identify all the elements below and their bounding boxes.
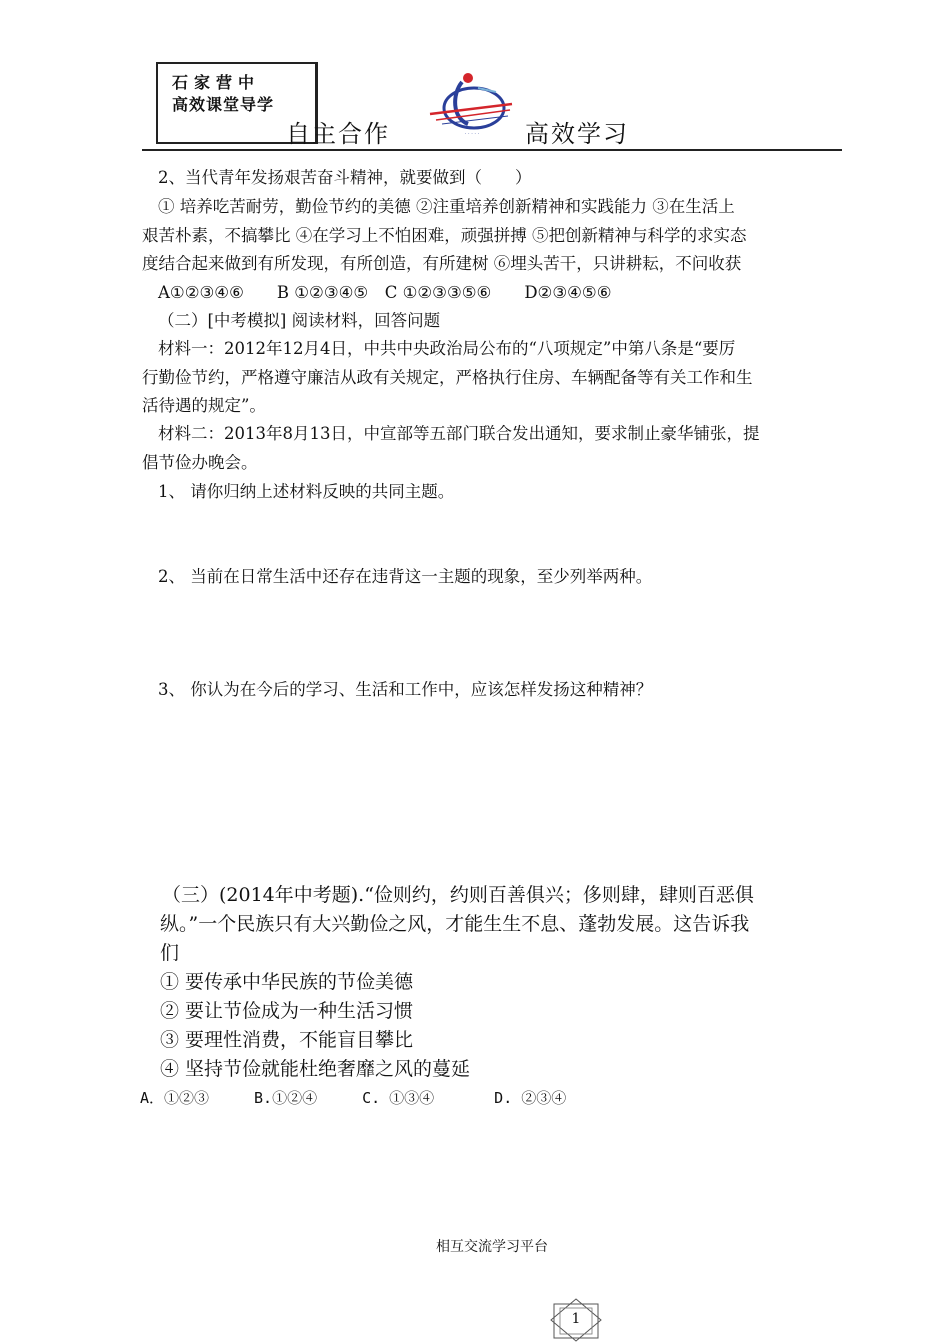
school-name: 石家营中: [172, 73, 261, 92]
question-2-stem: 2、当代青年发扬艰苦奋斗精神，就要做到（ ）: [158, 168, 532, 187]
slogan-right: 高效学习: [525, 120, 629, 148]
sub-question-2: 2、 当前在日常生活中还存在违背这一主题的现象，至少列举两种。: [158, 567, 653, 586]
question-2-options-line1: ① 培养吃苦耐劳，勤俭节约的美德 ②注重培养创新精神和实践能力 ③在生活上: [158, 197, 735, 216]
slogan-left: 自主合作: [286, 120, 390, 148]
material-2-line2: 倡节俭办晚会。: [142, 453, 258, 472]
footer-text: 相互交流学习平台: [436, 1239, 548, 1255]
material-1-line1: 材料一：2012年12月4日，中共中央政治局公布的“八项规定”中第八条是“要厉: [158, 339, 736, 358]
section-3-line2: 纵。”一个民族只有大兴勤俭之风，才能生生不息、蓬勃发展。这告诉我: [160, 913, 750, 935]
question-2-choices: A①②③④⑥ B ①②③④⑤ C ①②③③⑤⑥ D②③④⑤⑥: [158, 283, 612, 302]
section-3-option-3: ③ 要理性消费，不能盲目攀比: [160, 1029, 414, 1051]
section-3-option-2: ② 要让节俭成为一种生活习惯: [160, 1000, 414, 1022]
sub-question-1: 1、 请你归纳上述材料反映的共同主题。: [158, 482, 455, 501]
header-divider: [142, 149, 842, 151]
svg-text:· · · · ·: · · · · ·: [464, 131, 480, 137]
section-3-option-1: ① 要传承中华民族的节俭美德: [160, 971, 414, 993]
page-number: 1: [571, 1311, 581, 1327]
material-1-line2: 行勤俭节约，严格遵守廉洁从政有关规定，严格执行住房、车辆配备等有关工作和生: [142, 368, 753, 387]
section-2-title: （二）[中考模拟] 阅读材料，回答问题: [158, 311, 441, 330]
question-2-options-line2: 艰苦朴素，不搞攀比 ④在学习上不怕困难，顽强拼搏 ⑤把创新精神与科学的求实态: [142, 226, 747, 245]
section-3-choices: A．①②③ B.①②④ C. ①③④ D. ②③④: [140, 1089, 567, 1107]
question-2-options-line3: 度结合起来做到有所发现，有所创造，有所建树 ⑥埋头苦干，只讲耕耘，不问收获: [142, 254, 742, 273]
school-logo-icon: [422, 68, 518, 138]
section-3-line3: 们: [160, 942, 180, 964]
section-3-line1: （三）(2014年中考题).“俭则约，约则百善俱兴；侈则肆，肆则百恶俱: [162, 884, 754, 906]
material-2-line1: 材料二：2013年8月13日，中宣部等五部门联合发出通知，要求制止豪华铺张，提: [158, 424, 760, 443]
sub-question-3: 3、 你认为在今后的学习、生活和工作中，应该怎样发扬这种精神？: [158, 680, 653, 699]
school-subtitle: 高效课堂导学: [172, 95, 275, 114]
material-1-line3: 活待遇的规定”。: [142, 396, 266, 415]
section-3-option-4: ④ 坚持节俭就能杜绝奢靡之风的蔓延: [160, 1058, 471, 1080]
